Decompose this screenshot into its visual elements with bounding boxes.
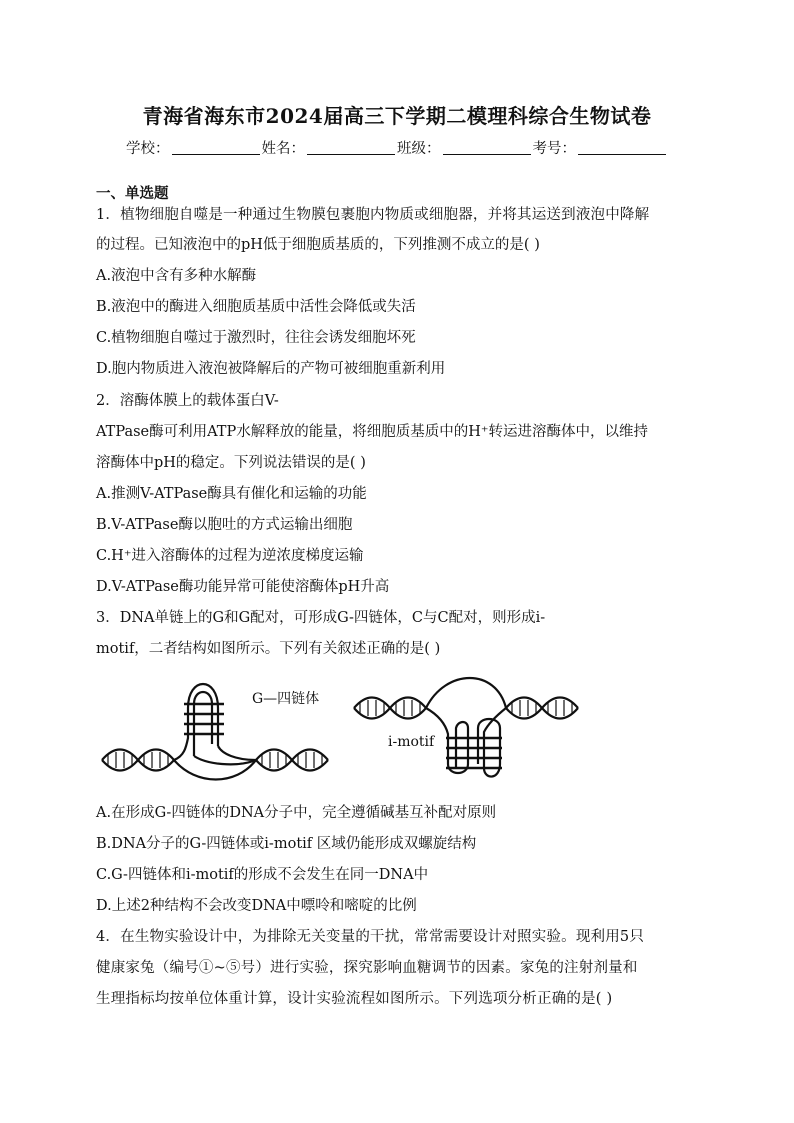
q3-stem-line2: motif，二者结构如图所示。下列有关叙述正确的是( )	[96, 641, 441, 657]
q1-option-a: A.液泡中含有多种水解酶	[96, 268, 257, 284]
school-label: 学校：	[126, 141, 170, 157]
dna-structures-svg	[96, 668, 596, 786]
school-blank[interactable]	[172, 140, 260, 155]
student-info-line	[0, 137, 794, 158]
class-label: 班级：	[397, 141, 441, 157]
q1-option-b: B.液泡中的酶进入细胞质基质中活性会降低或失活	[96, 299, 416, 315]
q1-option-c: C.植物细胞自噬过于激烈时，往往会诱发细胞坏死	[96, 330, 416, 346]
q4-stem-line3: 生理指标均按单位体重计算，设计实验流程如图所示。下列选项分析正确的是( )	[96, 991, 613, 1007]
page-title: 青海省海东市2024届高三下学期二模理科综合生物试卷	[142, 104, 652, 128]
q1-stem-line2: 的过程。已知液泡中的pH低于细胞质基质的，下列推测不成立的是( )	[96, 237, 540, 253]
q2-option-d: D.V-ATPase酶功能异常可能使溶酶体pH升高	[96, 579, 390, 595]
q4-stem-line1: 4．在生物实验设计中，为排除无关变量的干扰，常常需要设计对照实验。现利用5只	[96, 929, 645, 945]
q2-stem-line1: 2．溶酶体膜上的载体蛋白V-	[96, 393, 279, 409]
q3-option-d: D.上述2种结构不会改变DNA中嘌呤和嘧啶的比例	[96, 898, 417, 914]
i-motif-drawing	[354, 678, 578, 777]
q3-stem-line1: 3．DNA单链上的G和G配对，可形成G-四链体，C与C配对，则形成i-	[96, 610, 546, 626]
q1-option-d: D.胞内物质进入液泡被降解后的产物可被细胞重新利用	[96, 361, 446, 377]
q3-option-b: B.DNA分子的G-四链体或i-motif 区域仍能形成双螺旋结构	[96, 836, 477, 852]
name-label: 姓名：	[261, 141, 305, 157]
q2-stem-line2: ATPase酶可利用ATP水解释放的能量，将细胞质基质中的H⁺转运进溶酶体中，以维持	[96, 424, 649, 440]
g-quadruplex-label: G—四链体	[252, 691, 320, 707]
q3-option-a: A.在形成G-四链体的DNA分子中，完全遵循碱基互补配对原则	[96, 805, 497, 821]
i-motif-label: i-motif	[388, 734, 435, 750]
q3-option-c: C.G-四链体和i-motif的形成不会发生在同一DNA中	[96, 867, 429, 883]
q2-option-c: C.H⁺进入溶酶体的过程为逆浓度梯度运输	[96, 548, 364, 564]
q1-stem-line1: 1．植物细胞自噬是一种通过生物膜包裹胞内物质或细胞器，并将其运送到液泡中降解	[96, 207, 650, 223]
class-blank[interactable]	[443, 140, 531, 155]
section-heading: 一、单选题	[96, 185, 169, 202]
q4-stem-line2: 健康家兔（编号①~⑤号）进行实验，探究影响血糖调节的因素。家兔的注射剂量和	[96, 960, 638, 976]
q2-option-b: B.V-ATPase酶以胞吐的方式运输出细胞	[96, 517, 353, 533]
name-blank[interactable]	[307, 140, 395, 155]
q2-stem-line3: 溶酶体中pH的稳定。下列说法错误的是( )	[96, 455, 366, 471]
number-blank[interactable]	[578, 140, 666, 155]
dna-structure-figure	[96, 668, 596, 786]
q2-option-a: A.推测V-ATPase酶具有催化和运输的功能	[96, 486, 367, 502]
number-label: 考号：	[532, 141, 576, 157]
